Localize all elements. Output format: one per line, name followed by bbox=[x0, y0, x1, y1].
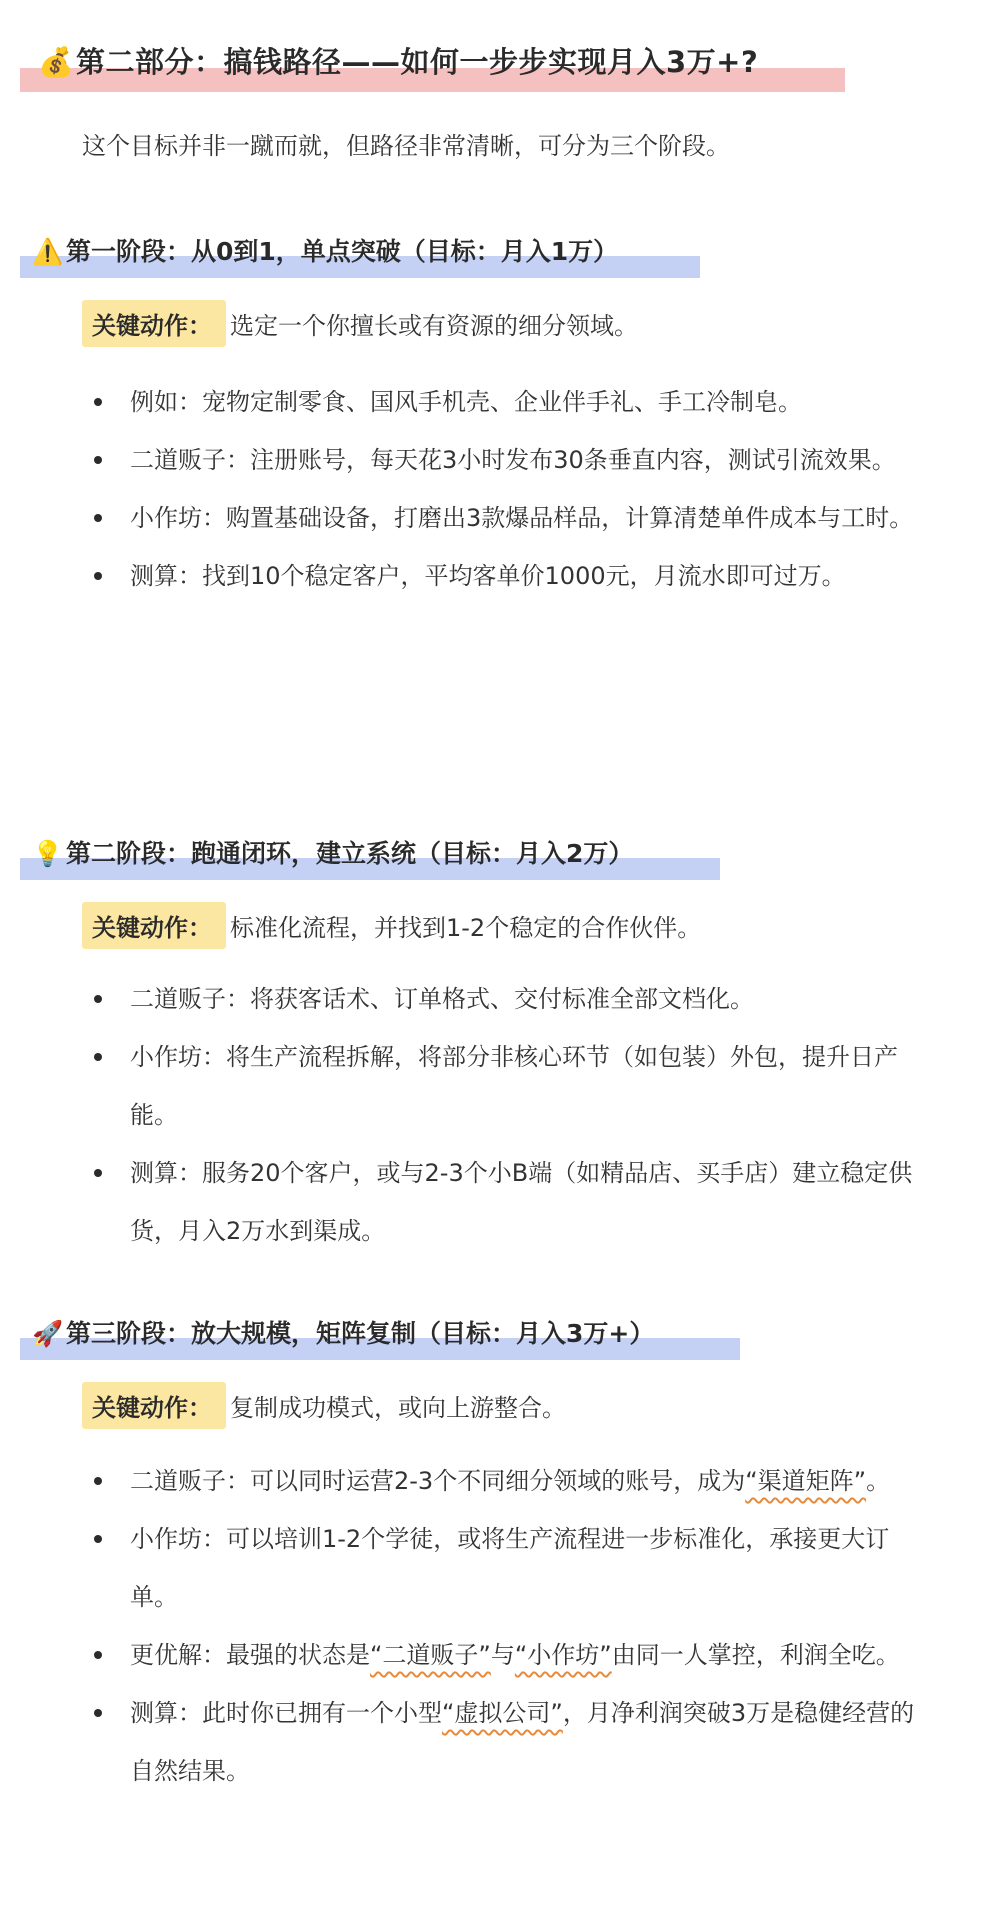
intro-paragraph: 这个目标并非一蹴而就，但路径非常清晰，可分为三个阶段。 bbox=[82, 132, 730, 160]
light-bulb-icon: 💡 bbox=[32, 839, 64, 868]
key-action-tag: 关键动作： bbox=[82, 902, 226, 949]
quoted-term: “渠道矩阵” bbox=[745, 1467, 867, 1495]
list-item: 测算：找到10个稳定客户，平均客单价1000元，月流水即可过万。 bbox=[82, 547, 932, 605]
phase-2-list bbox=[82, 970, 932, 1260]
list-item: 小作坊：可以培训1-2个学徒，或将生产流程进一步标准化，承接更大订单。 bbox=[82, 1510, 932, 1626]
list-item: 测算：此时你已拥有一个小型“虚拟公司”，月净利润突破3万是稳健经营的自然结果。 bbox=[82, 1684, 932, 1800]
list-item: 更优解：最强的状态是“二道贩子”与“小作坊”由同一人掌控，利润全吃。 bbox=[82, 1626, 932, 1684]
warning-icon: ⚠️ bbox=[32, 237, 64, 266]
phase-1-key-action bbox=[82, 300, 638, 348]
list-item: 例如：宠物定制零食、国风手机壳、企业伴手礼、手工冷制皂。 bbox=[82, 373, 932, 431]
key-action-text: 选定一个你擅长或有资源的细分领域。 bbox=[230, 312, 638, 340]
key-action-text: 标准化流程，并找到1-2个稳定的合作伙伴。 bbox=[230, 914, 702, 942]
phase-3-title: 第三阶段：放大规模，矩阵复制（目标：月入3万+） bbox=[66, 1319, 655, 1348]
phase-2-key-action bbox=[82, 902, 701, 950]
phase-3-list bbox=[82, 1452, 932, 1800]
key-action-tag: 关键动作： bbox=[82, 1382, 226, 1429]
list-item: 二道贩子：将获客话术、订单格式、交付标准全部文档化。 bbox=[82, 970, 932, 1028]
list-item: 二道贩子：可以同时运营2-3个不同细分领域的账号，成为“渠道矩阵”。 bbox=[82, 1452, 932, 1510]
key-action-tag: 关键动作： bbox=[82, 300, 226, 347]
list-item: 小作坊：购置基础设备，打磨出3款爆品样品，计算清楚单件成本与工时。 bbox=[82, 489, 932, 547]
phase-2-title: 第二阶段：跑通闭环，建立系统（目标：月入2万） bbox=[66, 839, 634, 868]
section-title: 第二部分：搞钱路径——如何一步步实现月入3万+? bbox=[76, 45, 759, 79]
list-item: 二道贩子：注册账号，每天花3小时发布30条垂直内容，测试引流效果。 bbox=[82, 431, 932, 489]
key-action-text: 复制成功模式，或向上游整合。 bbox=[230, 1394, 566, 1422]
rocket-icon: 🚀 bbox=[32, 1319, 64, 1348]
list-item: 测算：服务20个客户，或与2-3个小B端（如精品店、买手店）建立稳定供货，月入2万水到渠成。 bbox=[82, 1144, 932, 1260]
phase-3-heading bbox=[20, 1312, 740, 1362]
section-heading bbox=[20, 38, 845, 102]
quoted-term: “二道贩子” bbox=[370, 1641, 491, 1669]
phase-3-key-action bbox=[82, 1382, 566, 1430]
quoted-term: “小作坊” bbox=[514, 1641, 612, 1669]
phase-1-heading bbox=[20, 230, 700, 280]
phase-2-heading bbox=[20, 832, 720, 882]
phase-1-title: 第一阶段：从0到1，单点突破（目标：月入1万） bbox=[66, 237, 619, 266]
list-item: 小作坊：将生产流程拆解，将部分非核心环节（如包装）外包，提升日产能。 bbox=[82, 1028, 932, 1144]
quoted-term: “虚拟公司” bbox=[442, 1699, 563, 1727]
money-bag-icon: 💰 bbox=[38, 45, 75, 79]
phase-1-list bbox=[82, 373, 932, 605]
